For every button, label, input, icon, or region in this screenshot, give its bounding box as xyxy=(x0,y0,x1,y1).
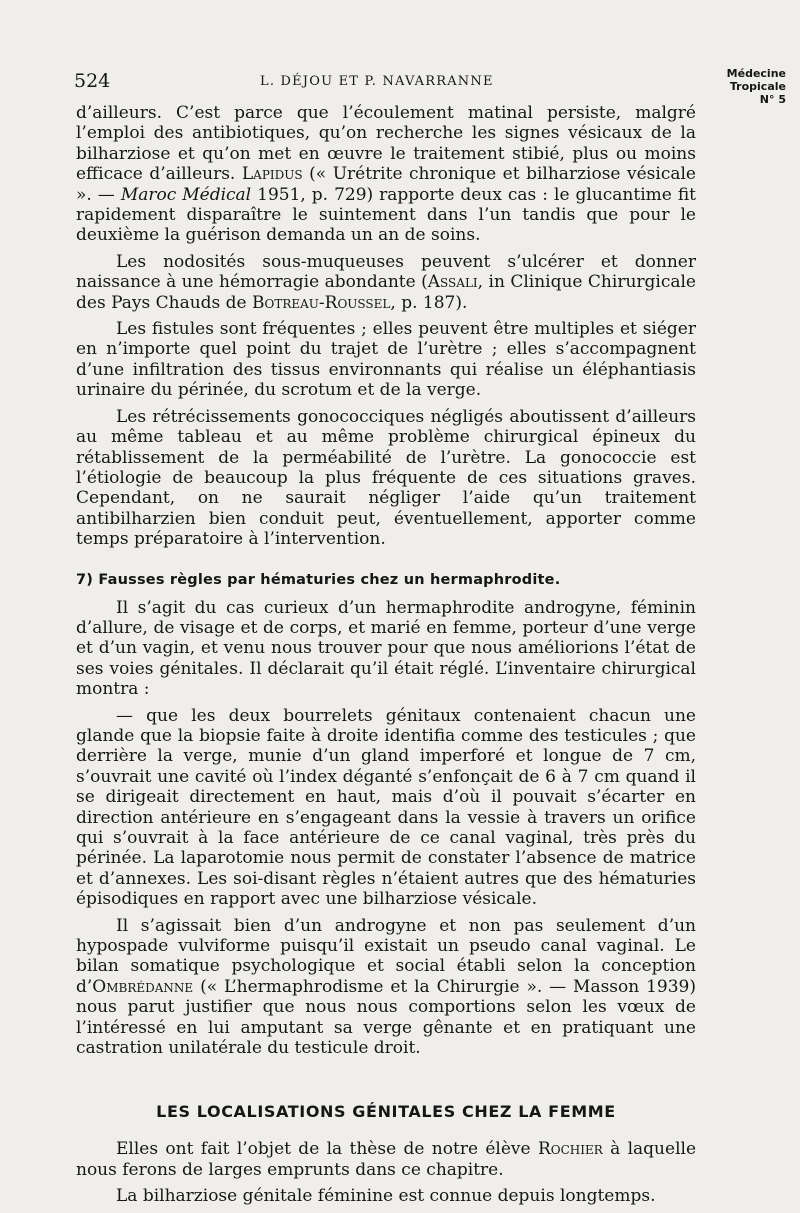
running-title: L. DÉJOU ET P. NAVARRANNE xyxy=(260,74,494,89)
paragraph: — que les deux bourrelets génitaux contenaient chacun une glande que la biopsie faite à droite identifia comme des testicules ; que derrière la verge, munie d’un gland imperforé et longue de 7 cm, s’ouvrait une cavité où l’index déganté s’enfonçait de 6 à 7 cm quand il se dirigeait directement en haut, mais d’où il pouvait s’écarter en direction antérieure en s’engageant dans la vessie à travers un orifice qui s’ouvrait à la face antérieure de ce canal vaginal, très près du périnée. La laparotomie nous permit de constater l’absence de matrice et d’annexes. Les soi-disant règles n’étaient autres que des hématuries épisodiques en rapport avec une bilharziose vésicale. xyxy=(76,705,696,910)
journal-citation: Maroc Médical xyxy=(120,184,252,205)
paragraph xyxy=(76,1139,696,1180)
page-body xyxy=(76,103,696,1213)
text-run: (« L’hermaphrodisme et la Chirurgie ». — Masson 1939) nous parut justifier que nous nous comportions selon les vœux de l’intéressé en lui amputant sa verge gênante et en pratiquant une castration unilatérale du testicule droit. xyxy=(76,976,696,1059)
paragraph xyxy=(76,103,696,246)
journal-line: Médecine xyxy=(726,67,786,80)
author-name: Botreau-Roussel xyxy=(252,292,391,313)
journal-line: Tropicale xyxy=(729,80,786,93)
author-name: Assali xyxy=(427,272,478,293)
paragraph: Les rétrécissements gonococciques négligés aboutissent d’ailleurs au même tableau et au même problème chirurgical épineux du rétablissement de la perméabilité de l’urètre. La gonococcie est l’étiologie de beaucoup la plus fréquente de ces situations graves. Cependant, on ne saurait négliger l’aide qu’un traitement antibilharzien bien conduit peut, éventuellement, apporter comme temps préparatoire à l’intervention. xyxy=(76,406,696,550)
text-run: à laquelle nous ferons de larges emprunts dans ce chapitre. xyxy=(76,1139,697,1180)
text-run: Les nodosités sous-muqueuses peuvent s’ulcérer et donner naissance à une hémorragie abondante ( xyxy=(76,251,696,293)
author-name: Lapidus xyxy=(241,164,303,185)
text-run: Elles ont fait l’objet de la thèse de notre élève xyxy=(116,1139,538,1160)
page-number: 524 xyxy=(74,70,111,92)
paragraph: La bilharziose génitale féminine est connue depuis longtemps. xyxy=(116,1186,656,1207)
paragraph xyxy=(76,916,696,1059)
paragraph: Les fistules sont fréquentes ; elles peuvent être multiples et siéger en n’importe quel point du trajet de l’urètre ; elles s’accompagnent d’une infiltration des tissus environnants qui réalise un éléphantiasis urinaire du périnée, du scrotum et de la verge. xyxy=(76,319,696,401)
subsection-heading: 7) Fausses règles par hématuries chez un hermaphrodite. xyxy=(76,571,561,588)
text-run: (« Urétrite chronique et bilharziose vésicale ». — xyxy=(76,164,696,205)
section-title: LES LOCALISATIONS GÉNITALES CHEZ LA FEMME xyxy=(156,1102,616,1122)
text-run: , p. 187). xyxy=(390,292,468,313)
paragraph: Il s’agit du cas curieux d’un hermaphrodite androgyne, féminin d’allure, de visage et de corps, et marié en femme, porteur d’une verge et d’un vagin, et venu nous trouver pour que nous améliorions l’état de ses voies génitales. Il déclarait qu’il était réglé. L’inventaire chirurgical montra : xyxy=(76,597,696,700)
journal-line: N° 5 xyxy=(759,93,786,106)
author-name: Ombrédanne xyxy=(92,976,194,997)
text-run: d’ailleurs. C’est parce que l’écoulement matinal persiste, malgré l’emploi des antibiotiques, qu’on recherche les signes vésicaux de la bilharziose et qu’on met en œuvre le traitement stibié, plus ou moins efficace d’ailleurs. xyxy=(76,103,696,185)
text-run: Il s’agissait bien d’un androgyne et non pas seulement d’un hypospade vulviforme puisqu’il existait un pseudo canal vaginal. Le bilan somatique psychologique et social établi selon la conception d’ xyxy=(76,915,696,997)
text-run: 1951, p. 729) rapporte deux cas : le glucantime fit rapidement disparaître le suintement dans l’un tandis que pour le deuxième la guérison demanda un an de soins. xyxy=(76,184,696,246)
journal-mark xyxy=(727,67,786,106)
author-name: Rochier xyxy=(537,1139,603,1160)
text-run: , in Clinique Chirurgicale des Pays Chauds de xyxy=(76,272,696,313)
paragraph xyxy=(76,252,696,313)
